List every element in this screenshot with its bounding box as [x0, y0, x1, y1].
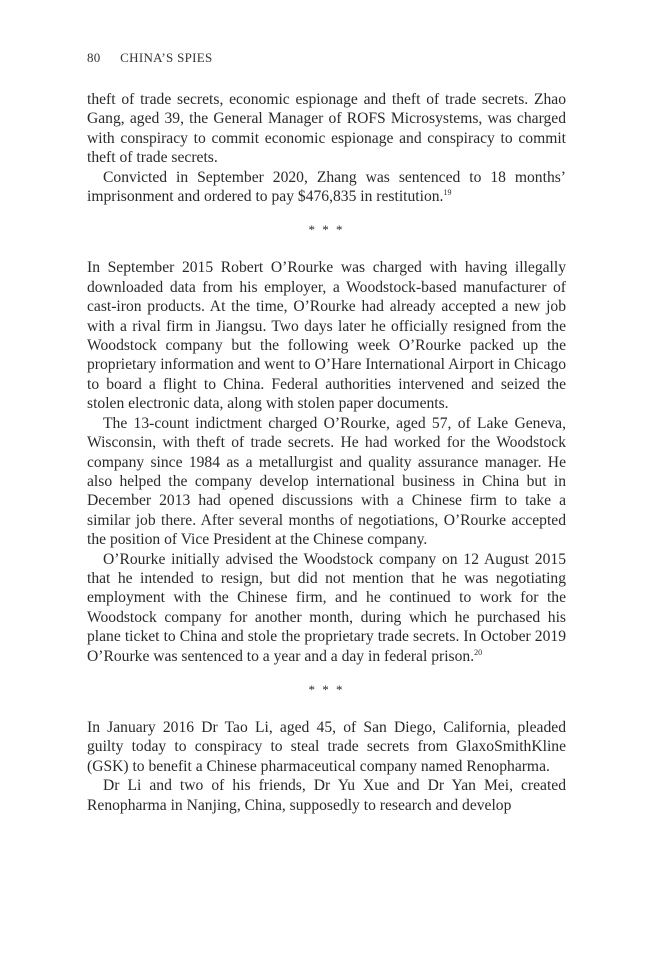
paragraph: Dr Li and two of his friends, Dr Yu Xue and Dr Yan Mei, created Renopharma in Nanjing, China, supposedly to research and develop — [87, 777, 566, 814]
paragraph: The 13-count indictment charged O’Rourke, aged 57, of Lake Geneva, Wisconsin, with theft of trade secrets. He had worked for the Woodstock company since 1984 as a metallurgist and quality assurance manager. He also helped the company develop international business in China but in December 2013 had opened discussions with a Chinese firm to take a similar job there. After several months of negotiations, O’Rourke accepted the position of Vice President at the Chinese company. — [87, 414, 566, 549]
footnote-marker: 20 — [474, 647, 483, 657]
paragraph: In January 2016 Dr Tao Li, aged 45, of San Diego, California, pleaded guilty today to conspiracy to steal trade secrets from GlaxoSmithKline (GSK) to benefit a Chinese pharmaceutical company named Renopharma. — [87, 718, 566, 775]
paragraph — [87, 550, 566, 666]
paragraph: theft of trade secrets, economic espionage and theft of trade secrets. Zhao Gang, aged 39, the General Manager of ROFS Microsystems, was charged with conspiracy to commit economic espionage and conspiracy to commit theft of trade secrets. — [87, 91, 566, 167]
paragraph: In September 2015 Robert O’Rourke was charged with having illegally downloaded data from his employer, a Woodstock-based manufacturer of cast-iron products. At the time, O’Rourke had already accepted a new job with a rival firm in Jiangsu. Two days later he officially resigned from the Woodstock company but the following week O’Rourke packed up the proprietary information and went to O’Hare International Airport in Chicago to board a flight to China. Federal authorities intervened and seized the stolen electronic data, along with stolen paper documents. — [87, 259, 566, 413]
paragraph — [87, 168, 566, 207]
section-separator: * * * — [308, 681, 345, 697]
running-title: CHINA’S SPIES — [120, 50, 213, 65]
paragraph-text: Convicted in September 2020, Zhang was sentenced to 18 months’ imprisonment and ordered to pay $476,835 in restitution. — [87, 168, 566, 206]
section-separator: * * * — [308, 222, 345, 238]
paragraph-text: O’Rourke initially advised the Woodstock company on 12 August 2015 that he intended to resign, but did not mention that he was negotiating employment with the Chinese firm, and he continued to work for the Woodstock company for another month, during which he purchased his plane ticket to China and stole the proprietary trade secrets. In October 2019 O’Rourke was sentenced to a year and a day in federal prison. — [87, 550, 566, 665]
page-number: 80 — [87, 50, 101, 65]
running-header — [87, 50, 213, 66]
body-text — [87, 90, 566, 815]
footnote-marker: 19 — [443, 187, 452, 197]
